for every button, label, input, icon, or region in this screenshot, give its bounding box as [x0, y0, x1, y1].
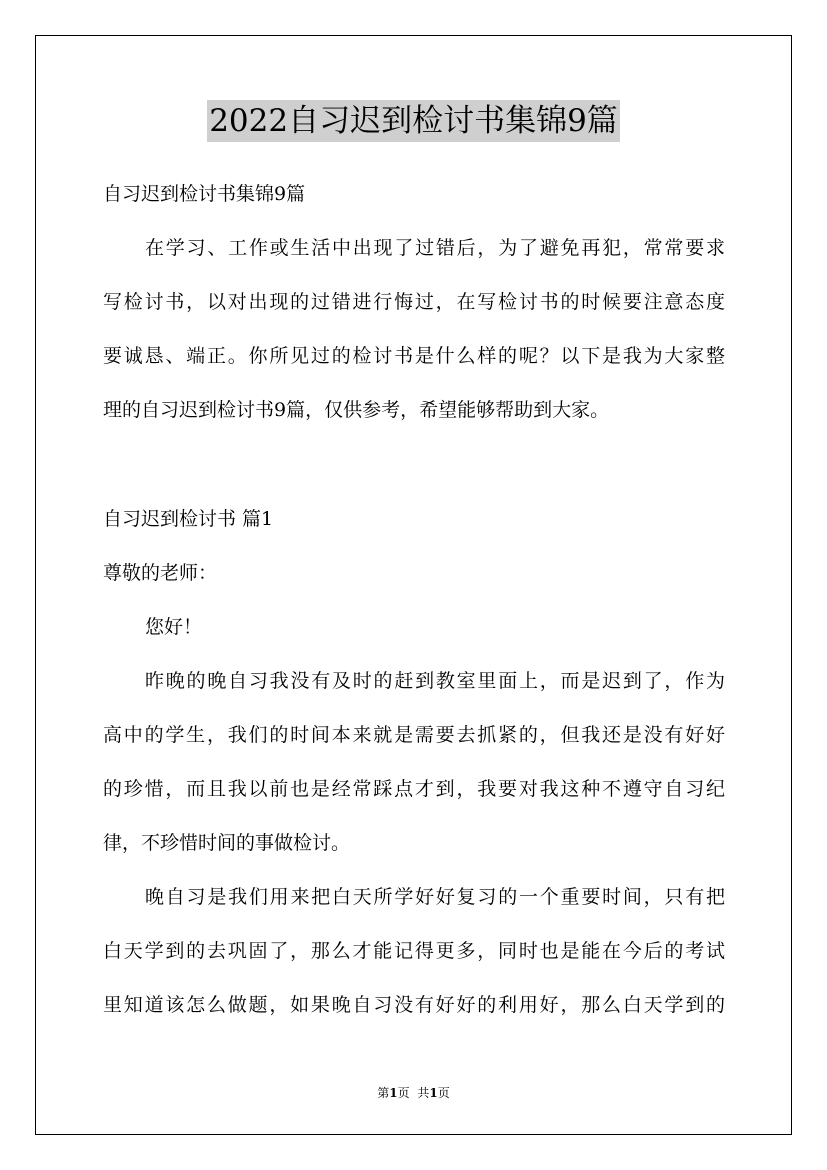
footer-page-number: 1	[389, 1086, 398, 1100]
para2-line-2: 白天学到的去巩固了，那么才能记得更多，同时也是能在今后的考试	[103, 940, 725, 962]
title-wrap	[0, 100, 827, 142]
para1-line-1: 昨晚的晚自习我没有及时的赶到教室里面上，而是迟到了，作为	[145, 670, 725, 692]
page-footer	[0, 1085, 827, 1101]
para2-line-3: 里知道该怎么做题，如果晚自习没有好好的利用好，那么白天学到的	[103, 994, 725, 1016]
para1-line-3: 的珍惜，而且我以前也是经常踩点才到，我要对我这种不遵守自习纪	[103, 778, 725, 800]
para1-line-4: 律，不珍惜时间的事做检讨。	[103, 832, 351, 854]
document-title: 2022自习迟到检讨书集锦9篇	[207, 100, 620, 142]
intro-line-2: 写检讨书，以对出现的过错进行悔过，在写检讨书的时候要注意态度	[103, 291, 725, 313]
intro-line-4: 理的自习迟到检讨书9篇，仅供参考，希望能够帮助到大家。	[103, 399, 610, 421]
section-heading: 自习迟到检讨书 篇1	[103, 508, 274, 530]
para1-line-2: 高中的学生，我们的时间本来就是需要去抓紧的，但我还是没有好好	[103, 724, 725, 746]
greeting: 您好！	[145, 616, 203, 638]
intro-line-3: 要诚恳、端正。你所见过的检讨书是什么样的呢？以下是我为大家整	[103, 345, 725, 367]
document-subtitle: 自习迟到检讨书集锦9篇	[103, 183, 306, 205]
footer-page-prefix: 第	[377, 1086, 390, 1100]
footer-total-number: 1	[429, 1086, 438, 1100]
salutation: 尊敬的老师：	[103, 562, 218, 584]
footer-page-suffix: 页	[397, 1086, 410, 1100]
para2-line-1: 晚自习是我们用来把白天所学好好复习的一个重要时间，只有把	[145, 886, 725, 908]
intro-line-1: 在学习、工作或生活中出现了过错后，为了避免再犯，常常要求	[145, 237, 725, 259]
footer-total-prefix: 共	[417, 1086, 430, 1100]
footer-total-suffix: 页	[437, 1086, 450, 1100]
